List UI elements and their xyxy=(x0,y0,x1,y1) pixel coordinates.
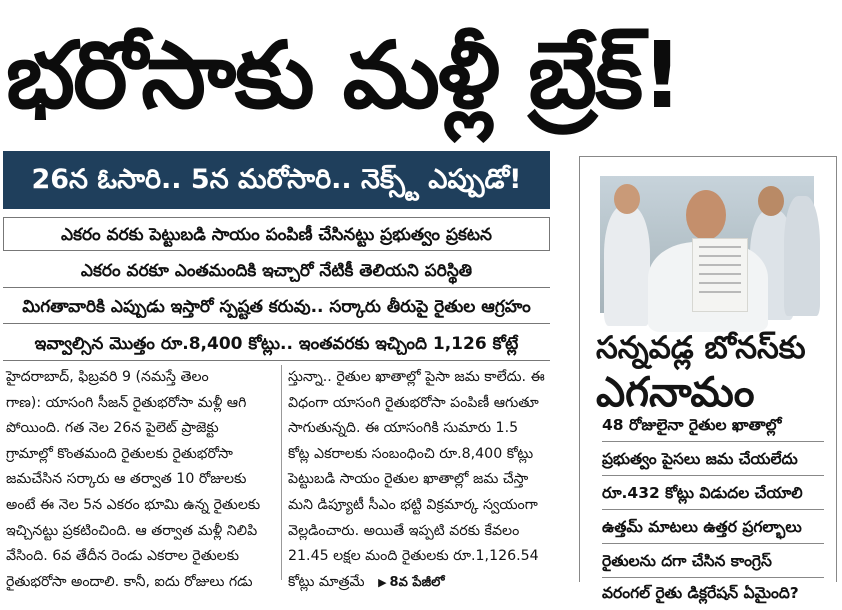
article-line xyxy=(288,570,550,596)
sidebar-title-line1: సన్నవడ్ల బోనస్‌కు xyxy=(596,330,806,366)
article-line: స్తున్నా.. రైతుల ఖాతాల్లో పైసా జమ కాలేదు. ఈ xyxy=(288,369,545,385)
continued-on-page-marker xyxy=(369,575,444,590)
article-line: కోట్ల ఎకరాలకు సంబంధించి రూ.8,400 కోట్లు xyxy=(288,445,534,462)
article-line: ఇచ్చినట్టు ప్రకటించింది. ఆ తర్వాత మళ్లీ నిలిపి xyxy=(6,522,258,539)
article-line: గ్రామాల్లో కొంతమంది రైతులకు రైతుభరోసా xyxy=(6,445,233,462)
news-photo xyxy=(600,176,814,313)
article-line: సాగుతున్నది. ఈ యాసంగికి సుమారు 1.5 xyxy=(288,420,519,437)
article-line: గాణ): యాసంగి సీజన్ రైతుభరోసా మళ్లీ ఆగి xyxy=(6,394,247,411)
article-line: మని డిప్యూటీ సీఎం భట్టి విక్రమార్క స్వయంగా xyxy=(288,496,538,513)
article-column-left xyxy=(6,365,274,590)
article-column-middle xyxy=(288,365,550,590)
article-line: వేసింది. 6వ తేదీన రెండు ఎకరాల రైతులకు xyxy=(6,548,240,565)
sidebar-point: వరంగల్ రైతు డిక్లరేషన్ ఏమైంది? xyxy=(602,584,799,602)
article-line: హైదరాబాద్, ఫిబ్రవరి 9 (నమస్తే తెలం xyxy=(6,369,209,385)
sidebar-point: ప్రభుత్వం పైసలు జమ చేయలేదు xyxy=(602,443,824,476)
article-line: 21.45 లక్షల మంది రైతులకు రూ.1,126.54 xyxy=(288,548,539,565)
summary-point: ఎకరం వరకూ ఎంతమందికి ఇచ్చారో నేటికీ తెలియని పరిస్థితి xyxy=(3,254,550,288)
article-line: అంటే ఈ నెల 5న ఎకరం భూమి ఉన్న రైతులకు xyxy=(6,496,261,513)
sidebar-point: రైతులను దగా చేసిన కాంగ్రెస్ xyxy=(602,545,824,578)
document-in-hand xyxy=(692,238,748,312)
article-line: పోయింది. గత నెల 26న పైలెట్ ప్రాజెక్టు xyxy=(6,420,219,437)
subheadline-banner: 26న ఓసారి.. 5న మరోసారి.. నెక్స్ట్ ఎప్పుడో! xyxy=(3,151,550,209)
summary-point: మిగతావారికి ఎప్పుడు ఇస్తారో స్పష్టత కరువు.. సర్కారు తీరుపై రైతుల ఆగ్రహం xyxy=(3,290,550,324)
sidebar-point: రూ.432 కోట్లు విడుదల చేయాలి xyxy=(602,477,824,510)
sidebar-story xyxy=(579,156,837,602)
summary-point: ఇవ్వాల్సిన మొత్తం రూ.8,400 కోట్లు.. ఇంతవరకు ఇచ్చింది 1,126 కోట్లే xyxy=(3,327,550,361)
article-line: జమచేసిన సర్కారు ఆ తర్వాత 10 రోజులకు xyxy=(6,471,247,488)
article-line: వెల్లడించారు. అయితే ఇప్పటి వరకు కేవలం xyxy=(288,522,520,539)
headline: భరోసాకు మళ్లీ బ్రేక్! xyxy=(6,22,682,129)
sidebar-point: ఉత్తమ్ మాటలు ఉత్తర ప్రగల్భాలు xyxy=(602,511,824,544)
sidebar-title-line2: ఎగనామం xyxy=(596,368,755,416)
continued-on-page-label: 8వ పేజీలో xyxy=(389,574,445,590)
article-line-text: కోట్లు మాత్రమే xyxy=(288,573,365,590)
column-divider xyxy=(281,365,282,580)
summary-point: ఎకరం వరకు పెట్టుబడి సాయం పంపిణీ చేసినట్టు ప్రభుత్వం ప్రకటన xyxy=(3,217,550,251)
article-line: పెట్టుబడి సాయం రైతుల ఖాతాల్లో జమ చేస్తా xyxy=(288,471,529,488)
triangle-right-icon: ▶ xyxy=(378,575,387,589)
article-line: విధంగా యాసంగి రైతుభరోసా పంపిణీ ఆగుతూ xyxy=(288,394,539,411)
article-line: రైతుభరోసా అందాలి. కానీ, ఐదు రోజులు గడు xyxy=(6,573,253,590)
sidebar-point: 48 రోజులైనా రైతుల ఖాతాల్లో xyxy=(602,409,824,442)
